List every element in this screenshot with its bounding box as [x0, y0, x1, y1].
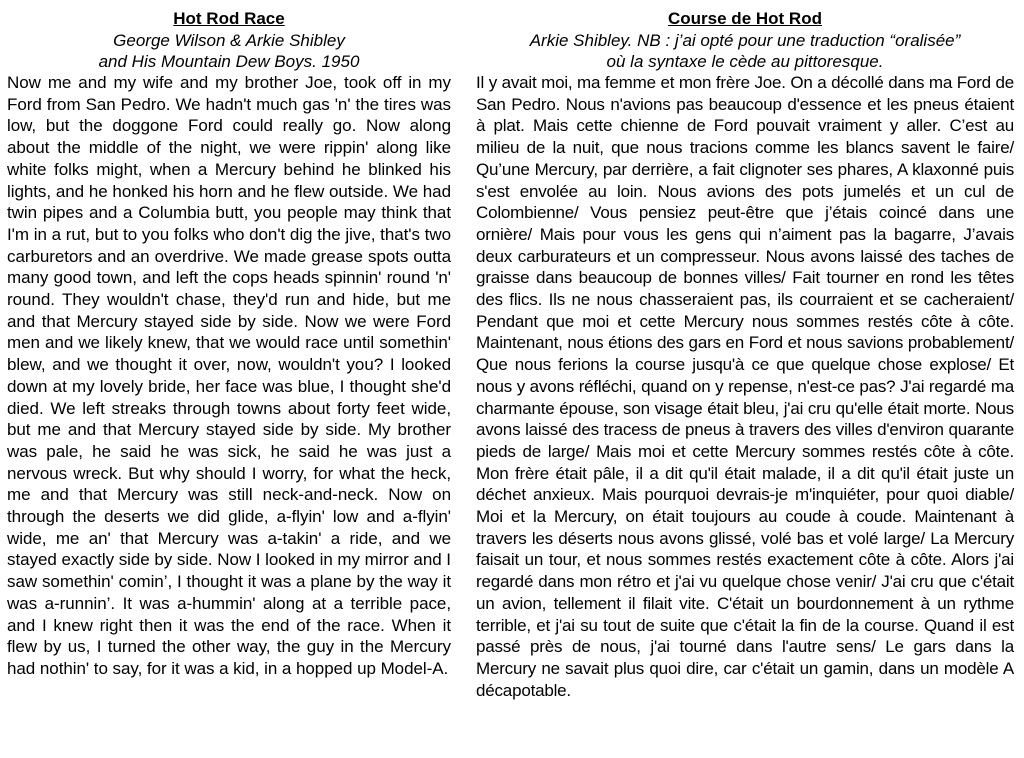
english-title: Hot Rod Race — [173, 9, 285, 28]
english-lyrics-text: Now me and my wife and my brother Joe, took off in my Ford from San Pedro. We hadn't much gas 'n' the tires was low, but the doggone Ford could really go. Now along about the middle of the night, we were rippin' along like white folks might, when a Mercury behind he blinked his lights, and he honked his horn and he flew outside. We had twin pipes and a Columbia butt, you people may think that I'm in a rut, but to you folks who don't dig the jive, that's two carburetors and an overdrive. We made grease spots outta many good town, and left the cops heads spinnin' round 'n' round. They wouldn't chase, they'd run and hide, but me and that Mercury stayed side by side. Now we were Ford men and we likely knew, that we would race until somethin' blew, and we thought it over, now, wouldn't you? I looked down at my lovely bride, her face was blue, I thought she'd died. We left streaks through towns about forty feet wide, but me and that Mercury stayed side by side. My brother was pale, he said he was sick, he said he was just a nervous wreck. But why should I worry, for what the heck, me and that Mercury was still neck-and-neck. Now on through the deserts we did glide, a-flyin' low and a-flyin' wide, me an' that Mercury was a-takin' a ride, and we stayed exactly side by side. Now I looked in my mirror and I saw somethin' comin’, I thought it was a plane by the way it was a-runnin’. It was a-hummin' along at a terrible pace, and I knew right then it was the end of the race. When it flew by us, I turned the other way, the guy in the Mercury had nothin' to say, for it was a kid, in a hopped up Model-A. — [7, 73, 451, 678]
french-subtitle-line2: où la syntaxe le cède au pittoresque. — [606, 52, 884, 71]
french-subtitle-line1: Arkie Shibley. NB : j’ai opté pour une traduction “oralisée” — [529, 31, 961, 50]
french-translation-text: Il y avait moi, ma femme et mon frère Joe. On a décollé dans ma Ford de San Pedro. Nous n'avions pas beaucoup d'essence et les pneus étaient à plat. Mais cette chienne de Ford pouvait vraiment y aller. C’est au milieu de la nuit, que nous tracions comme les blancs savent le faire/ Qu’une Mercury, par derrière, a fait clignoter ses phares, A klaxonné puis s'est envolée au loin. Nous avions des pots jumelés et un cul de Colombienne/ Vous pensiez peut-être que j’étais coincé dans une ornière/ Mais pour vous les gens qui n’aiment pas la bagarre, J’avais deux carburateurs et un compresseur. Nous avons laissé des taches de graisse dans beaucoup de bonnes villes/ Fait tourner en rond les têtes des flics. Ils ne nous chasseraient pas, ils courraient et se cacheraient/ Pendant que moi et cette Mercury nous sommes restés côte à côte. Maintenant, nous étions des gars en Ford et nous savions probablement/ Que nous ferions la course jusqu'à ce que quelque chose explose/ Et nous y avons réfléchi, quand on y repense, n'est-ce pas? J'ai regardé ma charmante épouse, son visage était bleu, j'ai cru qu'elle était morte. Nous avons laissé des tracess de pneus à travers des villes d'environ quarante pieds de large/ Mais moi et cette Mercury sommes restés côte à côte. Mon frère était pâle, il a dit qu'il était malade, il a dit qu'il était juste un déchet anxieux. Mais pourquoi devrais-je m'inquiéter, pour quoi diable/ Moi et la Mercury, on était toujours au coude à coude. Maintenant à travers les déserts nous avons glissé, volé bas et volé large/ La Mercury faisait un tour, et nous sommes restés exactement côte à côte. Alors j'ai regardé dans mon rétro et j'ai vu quelque chose venir/ J'ai cru que c'était un avion, tellement il filait vite. C'était un bourdonnement à un rythme terrible, et j'ai su tout de suite que c'était la fin de la course. Quand il est passé près de nous, j'ai tourné dans l'autre sens/ Le gars dans la Mercury ne savait plus quoi dire, car c'était un gamin, dans un modèle A décapotable. — [476, 73, 1014, 700]
english-subtitle-line1: George Wilson & Arkie Shibley — [113, 31, 345, 50]
english-column — [7, 8, 451, 680]
french-column — [476, 8, 1014, 701]
english-subtitle-line2: and His Mountain Dew Boys. 1950 — [98, 52, 360, 71]
french-title: Course de Hot Rod — [668, 9, 822, 28]
